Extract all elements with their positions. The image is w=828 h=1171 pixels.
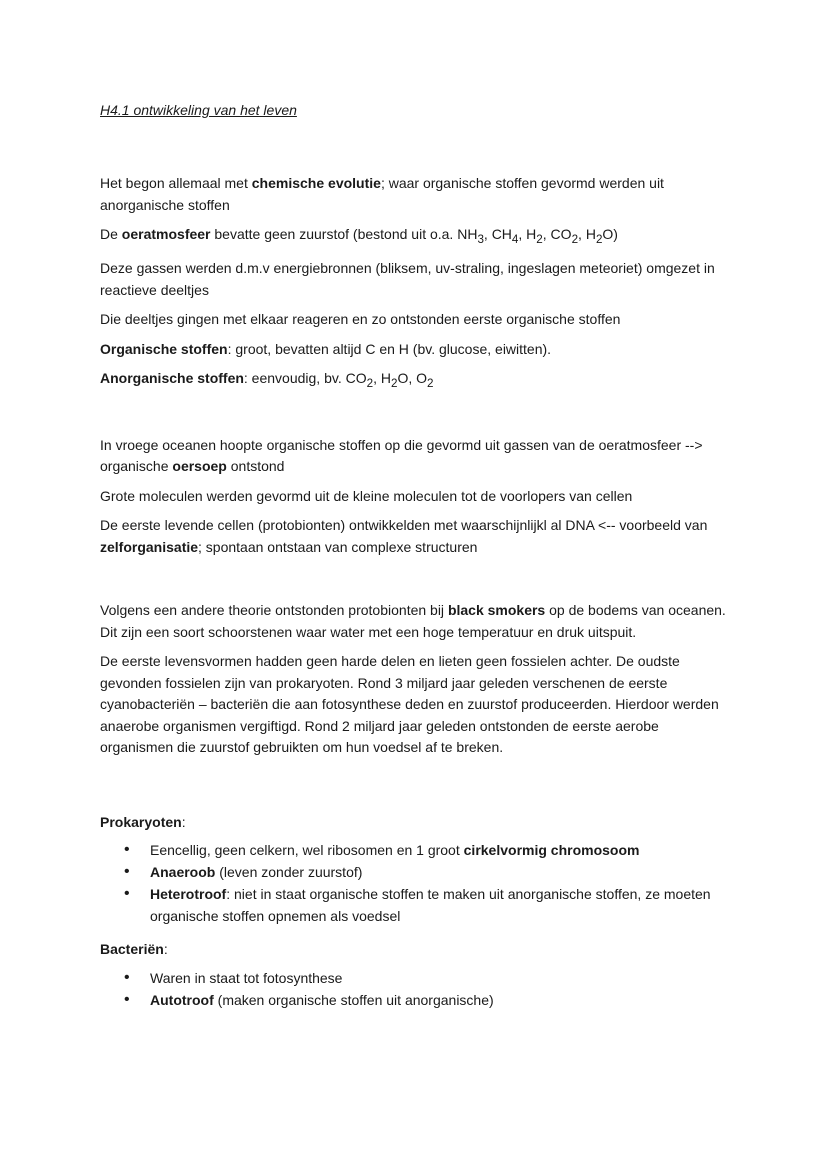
paragraph-deeltjes: Die deeltjes gingen met elkaar reageren en zo ontstonden eerste organische stoffen [100, 311, 621, 328]
paragraph-organische-stoffen: Organische stoffen: groot, bevatten altijd C en H (bv. glucose, eiwitten). [100, 340, 552, 357]
list-item: • Autotroof (maken organische stoffen uit anorganische) [100, 989, 730, 1011]
paragraph-fossielen: De eerste levensvormen hadden geen harde delen en lieten geen fossielen achter. De oudste gevonden fossielen zijn van prokaryoten. Rond 3 miljard jaar geleden verschenen de eerste cyanobacteriën – bacteriën die aan fotosynthese deden en zuurstof produceerden. Hierdoor werden anaerobe organismen vergiftigd. Rond 2 miljard jaar geleden ontstonden de eerste aerobe organismen die zuurstof gebruikten om hun voedsel af te breken. [100, 653, 719, 756]
list-item: • Eencellig, geen celkern, wel ribosomen en 1 groot cirkelvormig chromosoom [100, 839, 730, 861]
list-prokaryoten [100, 839, 730, 927]
heading-bacterien: Bacteriën: [100, 941, 168, 958]
list-item: • Waren in staat tot fotosynthese [100, 967, 730, 989]
paragraph-chemische-evolutie: Het begon allemaal met chemische evolutie; waar organische stoffen gevormd werden uit anorganische stoffen [100, 175, 664, 213]
list-item: • Heterotroof: niet in staat organische stoffen te maken uit anorganische stoffen, ze moeten organische stoffen opnemen als voedsel [100, 883, 730, 927]
document-content [100, 100, 730, 1011]
paragraph-oersoep: In vroege oceanen hoopte organische stoffen op die gevormd uit gassen van de oeratmosfeer --> organische oersoep ontstond [100, 436, 703, 475]
list-bacterien [100, 967, 730, 1011]
paragraph-zelforganisatie: De eerste levende cellen (protobionten) ontwikkelden met waarschijnlijkl al DNA <-- voorbeeld van zelforganisatie; spontaan ontstaan van complexe structuren [100, 517, 708, 555]
paragraph-anorganische-stoffen: Anorganische stoffen: eenvoudig, bv. $CO_2$, $H_2O$, $O_2$ [100, 370, 434, 391]
page-title: H4.1 ontwikkeling van het leven [100, 102, 297, 118]
paragraph-black-smokers: Volgens een andere theorie ontstonden protobionten bij black smokers op de bodems van oceanen. Dit zijn een soort schoorstenen waar water met een hoge temperatuur en druk uitspuit. [100, 602, 726, 640]
paragraph-oeratmosfeer: De oeratmosfeer bevatte geen zuurstof (bestond uit o.a. $NH_3$, $CH_4$, $H_2$, $CO_2$, $H_2O$) [100, 226, 618, 246]
paragraph-energiebronnen: Deze gassen werden d.m.v energiebronnen (bliksem, uv-straling, ingeslagen meteoriet) omgezet in reactieve deeltjes [100, 260, 715, 298]
list-item: • Anaeroob (leven zonder zuurstof) [100, 861, 730, 883]
heading-prokaryoten: Prokaryoten: [100, 813, 186, 830]
paragraph-grote-moleculen: Grote moleculen werden gevormd uit de kleine moleculen tot de voorlopers van cellen [100, 487, 633, 504]
